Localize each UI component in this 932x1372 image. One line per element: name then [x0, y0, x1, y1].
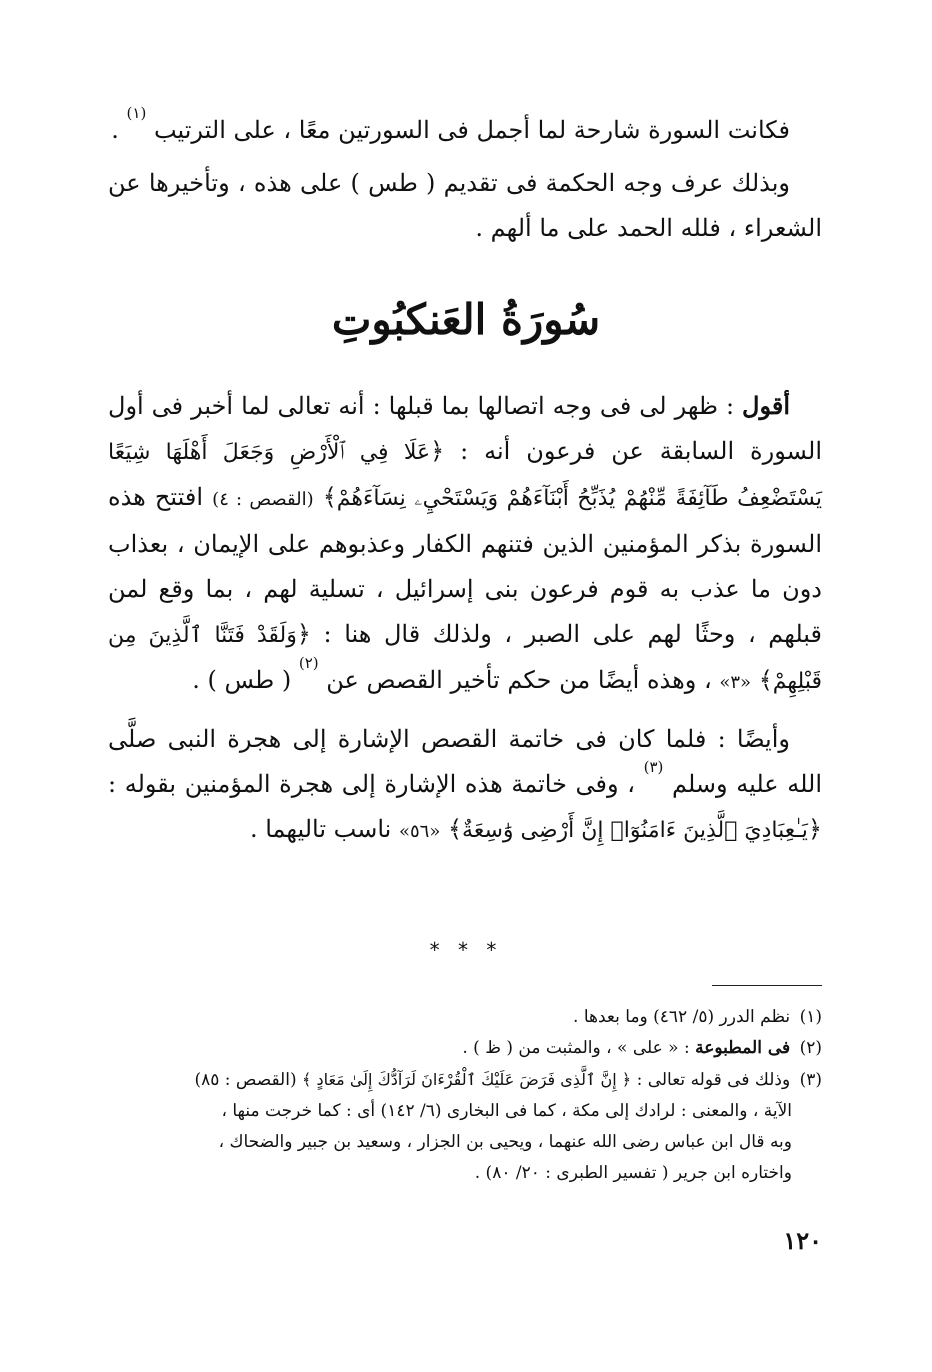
quran-close-bracket: ﴾: [322, 483, 337, 511]
footnotes: [108, 1002, 822, 1189]
quran-close-bracket: ﴾: [758, 666, 773, 694]
main-paragraph-1-part-a: : ظهر لى فى وجه اتصالها بما قبلها : أنه تعالى لما أخبر فى أول السورة السابقة عن فرعون أنه :: [108, 392, 822, 465]
section-separator: * * *: [429, 938, 503, 962]
main-paragraph-1-part-b: افتتح هذه السورة بذكر المؤمنين الذين فتنهم الكفار وعذبوهم على الإيمان ، بعذاب دون ما عذب به قوم فرعون بنى إسرائيل ، تسلية لهم ، بما وقع لمن قبلهم ، وحثًا لهم على الصبر ، ولذلك قال هنا :: [108, 483, 822, 648]
main-paragraph-2-part-b: ، وفى خاتمة هذه الإشارة إلى هجرة المؤمنين بقوله :: [108, 770, 644, 798]
footnote-2-text: : « على » ، والمثبت من ( ظ ) .: [462, 1038, 696, 1058]
quran-verse-3: يَـٰعِبَادِيَ ٱلَّذِينَ ءَامَنُوٓا۟ إِنَّ أَرْضِى وَٰسِعَةٌ: [462, 818, 808, 843]
footnote-ref-3[interactable]: (٣): [643, 758, 664, 776]
footnote-ref-1[interactable]: (١): [126, 104, 147, 122]
footnote-3-line-3: وبه قال ابن عباس رضى الله عنهما ، ويحيى بن الجزار ، وسعيد بن جبير والضحاك ،: [218, 1132, 792, 1152]
quran-open-bracket: ﴿: [430, 437, 445, 465]
footnote-3-number: (٣): [799, 1070, 822, 1090]
main-paragraph-2-part-a: وأيضًا : فلما كان فى خاتمة القصص الإشارة إلى هجرة النبى صلَّى الله عليه وسلم: [108, 725, 822, 798]
surah-title: سُورَةُ العَنكبُوتِ: [331, 295, 601, 344]
quran-close-bracket: ﴾: [447, 815, 463, 843]
quran-verse-1: عَلَا فِي ٱلْأَرْضِ وَجَعَلَ أَهْلَهَا شِيَعًا يَسْتَضْعِفُ طَآئِفَةً مِّنْهُمْ يُذَبِّحُ أَبْنَآءَهُمْ وَيَسْتَحْيِۦ نِسَآءَهُمْ: [108, 440, 822, 511]
main-paragraph-2-part-c: ناسب تاليهما .: [249, 815, 399, 843]
main-paragraph-2: [108, 717, 822, 854]
intro-text-block: [108, 104, 822, 251]
footnote-3: [108, 1064, 822, 1096]
quran-open-bracket: ﴿: [296, 620, 311, 648]
intro-paragraph-1-text: فكانت السورة شارحة لما أجمل فى السورتين معًا ، على الترتيب: [153, 116, 790, 144]
footnote-2-label: فى المطبوعة: [695, 1038, 791, 1058]
quran-verse-2: وَلَقَدْ فَتَنَّا ٱلَّذِينَ مِن قَبْلِهِمْ: [108, 623, 822, 694]
main-text-block: [108, 383, 822, 854]
verse-reference-3: «٥٦»: [398, 821, 441, 842]
page-number: ١٢٠: [783, 1226, 822, 1255]
intro-paragraph-2: وبذلك عرف وجه الحكمة فى تقديم ( طس ) على هذه ، وتأخيرها عن الشعراء ، فلله الحمد على ما ألهم .: [108, 169, 822, 242]
lead-word: أقول: [742, 391, 790, 420]
footnote-ref-2[interactable]: (٢): [298, 654, 319, 672]
footnote-3-line-2: الآية ، والمعنى : لرادك إلى مكة ، كما فى البخارى (٦/ ١٤٢) أى : كما خرجت منها ،: [221, 1101, 792, 1121]
footnote-1-number: (١): [799, 1007, 822, 1027]
verse-reference-1: (القصص : ٤): [212, 489, 314, 510]
footnote-2-number: (٢): [799, 1038, 822, 1058]
quran-open-bracket: ﴿: [807, 815, 822, 843]
footnote-3-line-4: واختاره ابن جرير ( تفسير الطبرى : ٢٠/ ٨٠) .: [474, 1163, 792, 1183]
footnote-divider: [712, 985, 822, 986]
footnote-2: [108, 1033, 822, 1064]
main-paragraph-1-part-d: ( طس ) .: [192, 666, 299, 694]
main-paragraph-1-part-c: ، وهذه أيضًا من حكم تأخير القصص عن: [326, 666, 720, 694]
intro-paragraph-1: [108, 104, 822, 153]
footnote-3-reference: (القصص : ٨٥): [194, 1070, 302, 1090]
footnote-1: [108, 1002, 822, 1033]
footnote-1-text: نظم الدرر (٥/ ٤٦٢) وما بعدها .: [573, 1007, 791, 1027]
main-paragraph-1: [108, 383, 822, 705]
intro-paragraph-1-end: .: [111, 116, 127, 144]
verse-reference-2: «٣»: [719, 672, 752, 693]
footnote-3-quran: ﴿ إِنَّ ٱلَّذِى فَرَضَ عَلَيْكَ ٱلْقُرْءَانَ لَرَآدُّكَ إِلَىٰ مَعَادٍ ﴾: [302, 1070, 632, 1089]
footnote-3-intro: وذلك فى قوله تعالى :: [631, 1070, 791, 1090]
